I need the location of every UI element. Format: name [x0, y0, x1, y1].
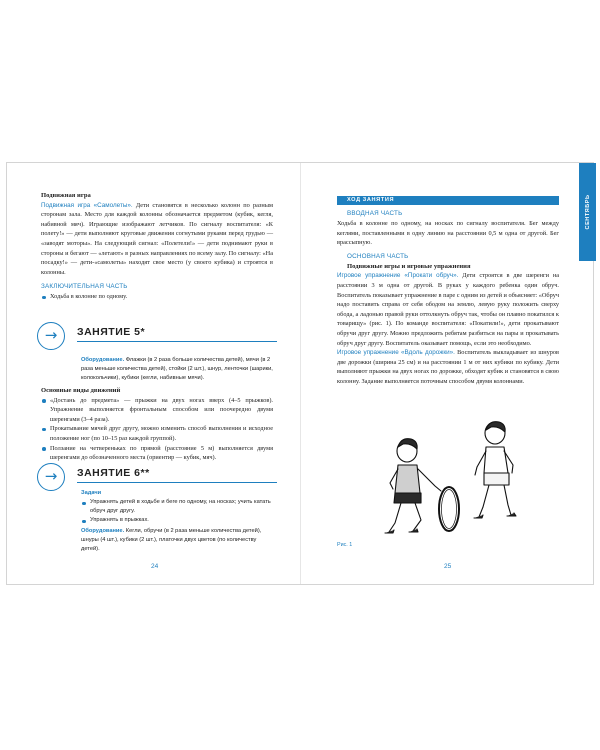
page-number: 24: [151, 563, 159, 570]
game-paragraph: [41, 201, 273, 278]
divider: [77, 482, 277, 483]
arrow-right-icon: →: [37, 322, 65, 350]
equipment-text: Кегли, обручи (в 2 раза меньше количества детей), шнуры (4 шт.), кубики (2 шт.), платочки двух цветов (по количеству детей).: [81, 528, 262, 552]
game-2-paragraph: [337, 348, 559, 386]
equipment-label: Оборудование.: [81, 528, 125, 534]
final-part-heading: ЗАКЛЮЧИТЕЛЬНАЯ ЧАСТЬ: [41, 283, 128, 291]
list-item: Ходьба в колонне по одному.: [41, 292, 273, 302]
children-hoop-illustration: [361, 411, 541, 541]
tasks-list: [81, 498, 273, 525]
main-subheading: Подвижные игры и игровые упражнения: [347, 262, 471, 270]
month-label: СЕНТЯБРЬ: [584, 194, 591, 230]
section-heading: Подвижная игра: [41, 192, 91, 199]
equipment-label: Оборудование.: [81, 357, 125, 363]
arrow-right-icon: →: [37, 463, 65, 491]
section-game: [41, 191, 273, 302]
right-page: [301, 163, 595, 584]
intro-text: Ходьба в колонне по одному, на носках по сигналу воспитателя. Бег между кеглями, поставленными в одну линию на расстоянии 0,5 м одна от другой. Бег врассыпную.: [337, 220, 559, 247]
lesson-title: ЗАНЯТИЕ 6**: [77, 467, 150, 479]
figure-caption: Рис. 1: [337, 542, 353, 548]
movements-heading: Основные виды движений: [41, 387, 121, 394]
list-item: «Достань до предмета» — прыжки на двух ногах вверх (4–5 прыжков). Упражнение выполняется фронтальным способом или поочередно двумя шеренгами (3–4 раза).: [41, 396, 273, 425]
list-item: Упражнять детей в ходьбе и беге по одному, на носках; учить катать обруч друг другу.: [81, 498, 273, 516]
left-page: [7, 163, 300, 584]
list-item: Упражнять в прыжках.: [81, 516, 273, 525]
game-2-text: Воспитатель выкладывает из шнуров две дорожки (ширина 25 см) и на расстоянии 1 м от них кубики по кубику. Дети выполняют прыжки на двух ногах по дорожке, обходят кубик и становятся в свою колонну. Задание выполняется поточным способом двумя колоннами.: [337, 349, 560, 385]
main-heading: ОСНОВНАЯ ЧАСТЬ: [347, 252, 409, 260]
game-2-lead: Игровое упражнение «Вдоль дорожки».: [337, 349, 455, 357]
list-item: Ползание на четвереньках по прямой (расстояние 5 м) выполняется двумя шеренгами до обозначенного места (ориентир — кубик, мяч).: [41, 444, 273, 463]
game-1-paragraph: [337, 271, 559, 348]
lesson-6-body: [81, 489, 273, 554]
equipment-paragraph: [81, 527, 273, 554]
intro-heading: ВВОДНАЯ ЧАСТЬ: [347, 210, 403, 217]
game-1-text: Дети строятся в две шеренги на расстоянии 3 м одна от другой. В руках у каждого ребенка один обруч. Воспитатель показывает упражнение в паре с одним из детей и объясняет: «Обруч надо поставить справа от себя ободом на землю, левую руку положить сверху обода, а ладонью правой руки оттолкнуть обруч так, чтобы он плавно покатился к товарищу» (рис. 1). По команде воспитателя: «Покатили!», дети прокатывают обручи друг другу. Можно предложить ребятам разбиться на пары и прокатывать обруч друг другу. Воспитатель оказывает помощь, если это необходимо.: [337, 272, 560, 347]
final-part-list: [41, 292, 273, 302]
lesson-5-body: [41, 356, 273, 463]
list-item: Прокатывание мячей друг другу, можно изменить способ выполнения и исходное положение ног (по 10–15 раз каждой группой).: [41, 424, 273, 443]
equipment-text: Флажки (в 2 раза больше количества детей), мячи (в 2 раза меньше количества детей), стойки (2 шт.), шнур, ленточки (шарики, колокольчики), кубики (кегли, набивные мячи).: [81, 357, 273, 381]
game-text: Дети становятся в несколько колонн по разным сторонам зала. Место для каждой колонны обозначается предметом (кубик, кегля, набивной мяч). Играющие изображают летчиков. По сигналу воспитателя: «К полету!» — дети выполняют круговые движения согнутыми руками перед грудью — «заводят моторы». На следующий сигнал: «Полетели!» — дети поднимают руки в стороны и бегают — «летают» в разных направлениях по всему залу. По сигналу: «На посадку!» — дети-«самолеты» находят свое место (у своего кубика) и строятся в колонны.: [41, 201, 273, 276]
equipment-paragraph: [41, 356, 273, 383]
lesson-6-header: [37, 463, 277, 491]
right-text: [337, 209, 559, 387]
section-bar: [337, 196, 559, 205]
game-1-lead: Игровое упражнение «Прокати обруч».: [337, 272, 459, 280]
lesson-5-header: [37, 322, 277, 350]
page-number: 25: [444, 563, 452, 570]
book-spread: [6, 162, 594, 585]
tasks-label: Задачи: [81, 490, 102, 496]
section-bar-label: ХОД ЗАНЯТИЯ: [347, 197, 395, 203]
game-lead: Подвижная игра «Самолеты».: [41, 201, 133, 209]
divider: [77, 341, 277, 342]
movements-list: [41, 396, 273, 463]
month-tab: [579, 163, 596, 261]
lesson-title: ЗАНЯТИЕ 5*: [77, 326, 146, 338]
